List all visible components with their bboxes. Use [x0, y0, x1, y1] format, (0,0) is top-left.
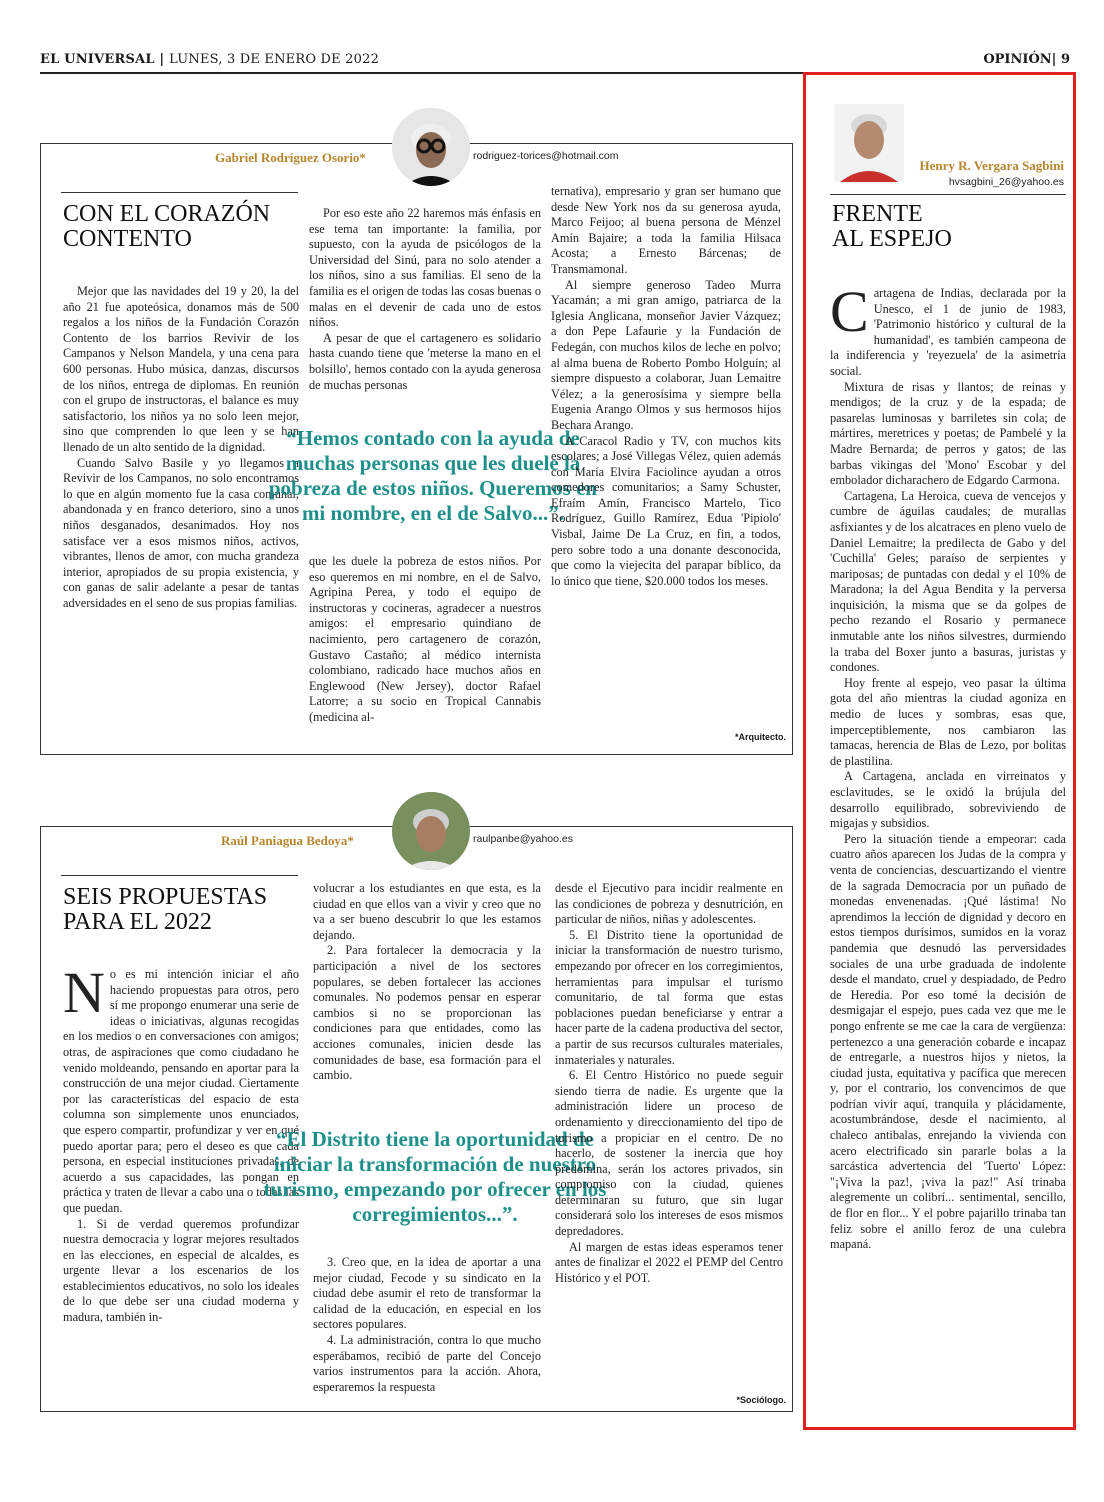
article3-column: [830, 279, 1066, 1253]
author-name: Gabriel Rodríguez Osorio*: [215, 150, 366, 165]
paragraph: 1. Si de verdad queremos profundizar nuestra democracia y lograr mejores resultados en las elecciones, en especial de alcaldes, es urgente llevar a los escenarios de los establecimientos educativos, no solo los ideales de lo que debe ser una ciudad moderna y madura, también in-: [63, 1216, 299, 1325]
portrait-gabriel-icon: [392, 108, 470, 186]
title-rule: [830, 194, 1066, 195]
author-email: rodriguez-torices@hotmail.com: [473, 150, 619, 162]
paragraph: Hoy frente al espejo, veo pasar la última gota del año mientras la ciudad agoniza en medio de luces y sombras, esas que, imperceptiblemente, nos cambiaron las tamacas, herencia de Blas de Lezo, por bolitas de plastilina.: [830, 675, 1066, 768]
paragraph: Cartagena, La Heroica, cueva de vencejos y cumbre de águilas caudales; de murallas asfixiantes y de los alcatraces en pleno vuelo de Daniel Lemaitre; la predilecta de Gabo y del 'Cuchilla' Geles; paraíso de serpientes y mariposas; de puntadas con dedal y el 10% de Maradona; la del Agua Bendita y la perversa inquisición, la misma que se da golpes de pecho rezando el Rosario y permanece inmutable ante los niños silvestres, durmiendo la traba del Boxer junto a basuras, juristas y condones.: [830, 488, 1066, 675]
paragraph: Mixtura de risas y llantos; de reinas y mendigos; de la cruz y de la espada; de pasarelas luminosas y barriletes sin cola; de mártires, meretrices y poetas; de Pambelé y la Madre Bernarda; de perros y gatos; de las barbas vikingas del 'Mono' Escobar y del embolador dicharachero de Edgardo Carmona.: [830, 379, 1066, 488]
article-seis-propuestas: [40, 826, 793, 1412]
article1-column-2-bottom: [309, 554, 541, 726]
paragraph: A Caracol Radio y TV, con muchos kits escolares; a José Villegas Vélez, quien además con María Elvira Faciolince ayudan a otros comedores comunitarios; a Samy Schuster, Efraím Amín, Francisco Martelo, Tico Rodríguez, Guillo Ramírez, Edua 'Pipiolo' Visbal, Jaime De La Cruz, en fin, a todos, pero sobre todo a una donante desconocida, que como la viejecita del parapar bíblico, da lo único que tiene, $20.000 todos los meses.: [551, 433, 781, 588]
paragraph: 4. La administración, contra lo que mucho esperábamos, recibió de parte del Concejo varios instrumentos para la acción. Ahora, esperaremos la respuesta: [313, 1332, 541, 1394]
title-line-2: PARA EL 2022: [63, 909, 212, 935]
paper-name: EL UNIVERSAL |: [40, 52, 165, 67]
portrait-henry-icon: [834, 104, 904, 182]
title-line-1: SEIS PROPUESTAS: [63, 884, 268, 910]
portrait-raul-icon: [392, 792, 470, 870]
paragraph: Pero la situación tiende a empeorar: cada cuatro años aparecen los Judas de la compra y venta de conciencias, descuartizando el vientre de la sagrada Democracia por un puñado de monedas envenenadas. ¡Qué lástima! No aprendimos la lección de dignidad y decoro en estos tiempos durísimos, sumidos en la voraz pandemia que desnudó las perversidades sociales de una urbe graduada de indolente desde el mandato, cruel y despiadado, de Pedro de Heredia. Por eso tomé la decisión de desmigajar el espejo, pues cada vez que me le pongo enfrente se me cae la cara de vergüenza: pertenezco a una generación cobarde e incapaz de entregarle, a nuestros hijos y nietos, la ciudad justa, equitativa y pacífica que merecen y, por el contrario, los convencimos de que podrían vivir aquí, tranquila y plácidamente, acostumbrándose, desde el nacimiento, al chaleco antibalas, enrejando la vivienda con acero electrificado sin pararle bolas a la sarcástica advertencia del 'Tuerto' López: "¡Viva la paz!, ¡viva la paz!" Así trinaba alegremente un colibrí... sentimental, sencillo, de flor en flor... Y el pobre pajarillo trinaba tan feliz sobre el anillo feroz de una culebra mapaná.: [830, 831, 1066, 1252]
article1-column-2-top: [309, 206, 541, 393]
paragraph: que les duele la pobreza de estos niños. Por eso queremos en mi nombre, en el de Salvo, Agripina Perea, y todo el equipo de instructoras y cocineras, agradecer a nuestros amigos: el empresario quindiano de nacimiento, pero cartagenero de corazón, Gustavo Castaño; al médico internista colombiano, radicado hace muchos años en Englewood (New Jersey), doctor Rafael Latorre; a su socio en Tropical Cannabis (medicina al-: [309, 554, 541, 724]
article2-column-2-top: [313, 881, 541, 1084]
page-header-right: [983, 52, 1070, 67]
title-line-2: CONTENTO: [63, 226, 192, 252]
article1-column-3: [551, 184, 781, 589]
pull-quote: “El Distrito tiene la oportunidad de iniciar la transformación de nuestro turismo, empezando por ofrecer en los corregimientos...”.: [263, 1127, 607, 1226]
paragraph: Por eso este año 22 haremos más énfasis en ese tema tan importante: la familia, por supuesto, con la ayuda de psicólogos de la Universidad del Sinú, para no solo atender a los niños, sino a sus familias. El seno de la familia es el origen de todas las cosas buenas o malas en el devenir de cada uno de estos niños.: [309, 206, 541, 330]
paragraph: [830, 279, 1066, 380]
paragraph: 5. El Distrito tiene la oportunidad de iniciar la transformación de nuestro turismo, empezando por ofrecer en los corregimientos, herramientas para impulsar el turismo comunitario, de tal forma que estas poblaciones puedan beneficiarse y entrar a hacer parte de la cadena productiva del sector, a partir de sus recursos culturales materiales, inmateriales y naturales.: [555, 927, 783, 1067]
issue-date: LUNES, 3 DE ENERO DE 2022: [169, 52, 380, 67]
title-line-1: CON EL CORAZÓN: [63, 201, 271, 227]
paragraph: volucrar a los estudiantes en que esta, es la ciudad en que ellos van a vivir y creo que no va a ser bueno descubrir lo que les estamos dejando.: [313, 881, 541, 942]
page-header-left: [40, 52, 379, 67]
article-corazon-contento: [40, 143, 793, 755]
drop-cap: C: [830, 279, 869, 344]
title-line-1: FRENTE: [832, 201, 923, 227]
article2-column-2-bottom: [313, 1255, 541, 1395]
title-rule: [61, 875, 298, 876]
author-email: raulpanbe@yahoo.es: [473, 833, 573, 845]
author-name: Raúl Paniagua Bedoya*: [221, 833, 354, 848]
paragraph: Cuando Salvo Basile y yo llegamos a Revivir de los Campanos, no solo encontramos lo que en algún momento fue la casa comunal, abandonada y en franco deterioro, sino a unos niños desganados, desanimados. Hoy nos satisface ver a esos mismos niños, activos, vibrantes, llenos de amor, con mucha grandeza interior, apropiados de su propia existencia, y con ganas de salir adelante a pesar de tantas adversidades en el seno de sus propias familias.: [63, 455, 299, 610]
paragraph: Al margen de estas ideas esperamos tener antes de finalizar el 2022 el PEMP del Centro Histórico y el POT.: [555, 1239, 783, 1285]
drop-cap: N: [63, 960, 105, 1025]
author-email: hvsagbini_26@yahoo.es: [948, 176, 1064, 188]
author-signature: *Arquitecto.: [734, 732, 786, 742]
paragraph: desde el Ejecutivo para incidir realmente en las condiciones de pobreza y desnutrición, en particular de niños, niñas y adolescentes.: [555, 881, 783, 927]
paragraph: 6. El Centro Histórico no puede seguir siendo tierra de nadie. Es urgente que la administración lidere un proceso de ordenamiento y direccionamiento del tipo de turismo a propiciar en el centro. De no hacerlo, de sostener la inercia que hoy predomina, serán los actores privados, sin compromiso con la ciudad, quienes determinaran su futuro, que sin lugar considerará solo los intereses de esos mismos depredadores.: [555, 1068, 783, 1239]
paragraph: 3. Creo que, en la idea de aportar a una mejor ciudad, Fecode y su sindicato en la ciudad debe asumir el reto de transformar la calidad de la educación, en especial en los sectores populares.: [313, 1255, 541, 1332]
section-name: OPINIÓN|: [983, 52, 1057, 67]
article-title: [63, 202, 303, 252]
article2-column-3: [555, 881, 783, 1286]
article-title: [63, 885, 303, 935]
paragraph: A pesar de que el cartagenero es solidario hasta cuando tiene que 'meterse la mano en el bolsillo', hemos contado con la ayuda generosa de muchas personas: [309, 330, 541, 392]
title-line-2: AL ESPEJO: [832, 226, 952, 252]
paragraph-text: o es mi intención iniciar el año haciendo propuestas para otros, pero sí me propongo enumerar una serie de ideas o iniciativas, algunas recogidas en los medios o en conversaciones con amigos; otras, de aspiraciones que como ciudadano he venido moldeando, pensando en aportar para la construcción de una mejor ciudad. Ciertamente por las características del espacio de esta columna son simplemente unos enunciados, que espero compartir, profundizar y ver en qué puedo aportar para; pero el deseo es que cada persona, en especial instituciones privadas, de acuerdo a sus capacidades, las pongan en práctica y traten de llevar a cabo una o todas las que puedan.: [63, 967, 299, 1215]
paragraph: 2. Para fortalecer la democracia y la participación a nivel de los sectores populares, se deben fortalecer las acciones comunales. No podemos pensar en esperar cambios si no se proporcionan las condiciones para que entidades, como las acciones comunales, inicien desde las comunidades de base, esa formación para el cambio.: [313, 943, 541, 1083]
page-number: 9: [1060, 52, 1070, 67]
portrait-gabriel: [392, 108, 470, 186]
pull-quote: “Hemos contado con la ayuda de muchas personas que les duele la pobreza de estos niños. Queremos en mi nombre, en el de Salvo...”.: [268, 426, 598, 525]
paragraph-text: artagena de Indias, declarada por la Unesco, el 1 de junio de 1983, 'Patrimonio histórico y cultural de la humanidad', es también campeona de la indiferencia y 'reyezuela' de la asimetría social.: [830, 286, 1066, 378]
paragraph: Al siempre generoso Tadeo Murra Yacamán; a mi gran amigo, patriarca de la Iglesia Anglicana, monseñor Javier Vázquez; a don Pepe Lafaurie y la Fundación de Fedegán, con muchos kilos de leche en polvo; al alma buena de Roberto Pombo Holguín; al siempre dispuesto a colaborar, Juan Lemaitre Vélez; a la generosísima y siempre bella Eugenia Arango Olmos y sus hermosos hijos Bechara Arango.: [551, 277, 781, 432]
article-title: [832, 202, 1062, 252]
portrait-raul: [392, 792, 470, 870]
title-rule: [61, 192, 298, 193]
author-signature: *Sociólogo.: [736, 1395, 786, 1405]
paragraph: Mejor que las navidades del 19 y 20, la del año 21 fue apoteósica, donamos más de 500 regalos a los niños de la Fundación Corazón Contento de los barrios Revivir de los Campanos y Nelson Mandela, y una cena para 600 personas. Hubo música, danzas, discursos de los niños, entrega de diplomas. En reunión con el grupo de instructoras, el balance es muy satisfactorio, los niños ya no solo leen mejor, sino que comprenden lo que leen y se han llenado de un alto sentido de la dignidad.: [63, 284, 299, 454]
portrait-henry: [834, 104, 904, 182]
paragraph: A Cartagena, anclada en virreinatos y esclavitudes, se le oxidó la brújula del desarrollo equilibrado, sobreviviendo de migajas y subsidios.: [830, 769, 1066, 831]
author-name: Henry R. Vergara Sagbini: [919, 158, 1064, 173]
paragraph: ternativa), empresario y gran ser humano que desde New York nos da su generosa ayuda, Marco Feijoo; al buena persona de Ménzel Amín Bajaire; a toda la familia Hilsaca Acosta; a Ernesto Bárcenas; de Transmamonal.: [551, 184, 781, 276]
